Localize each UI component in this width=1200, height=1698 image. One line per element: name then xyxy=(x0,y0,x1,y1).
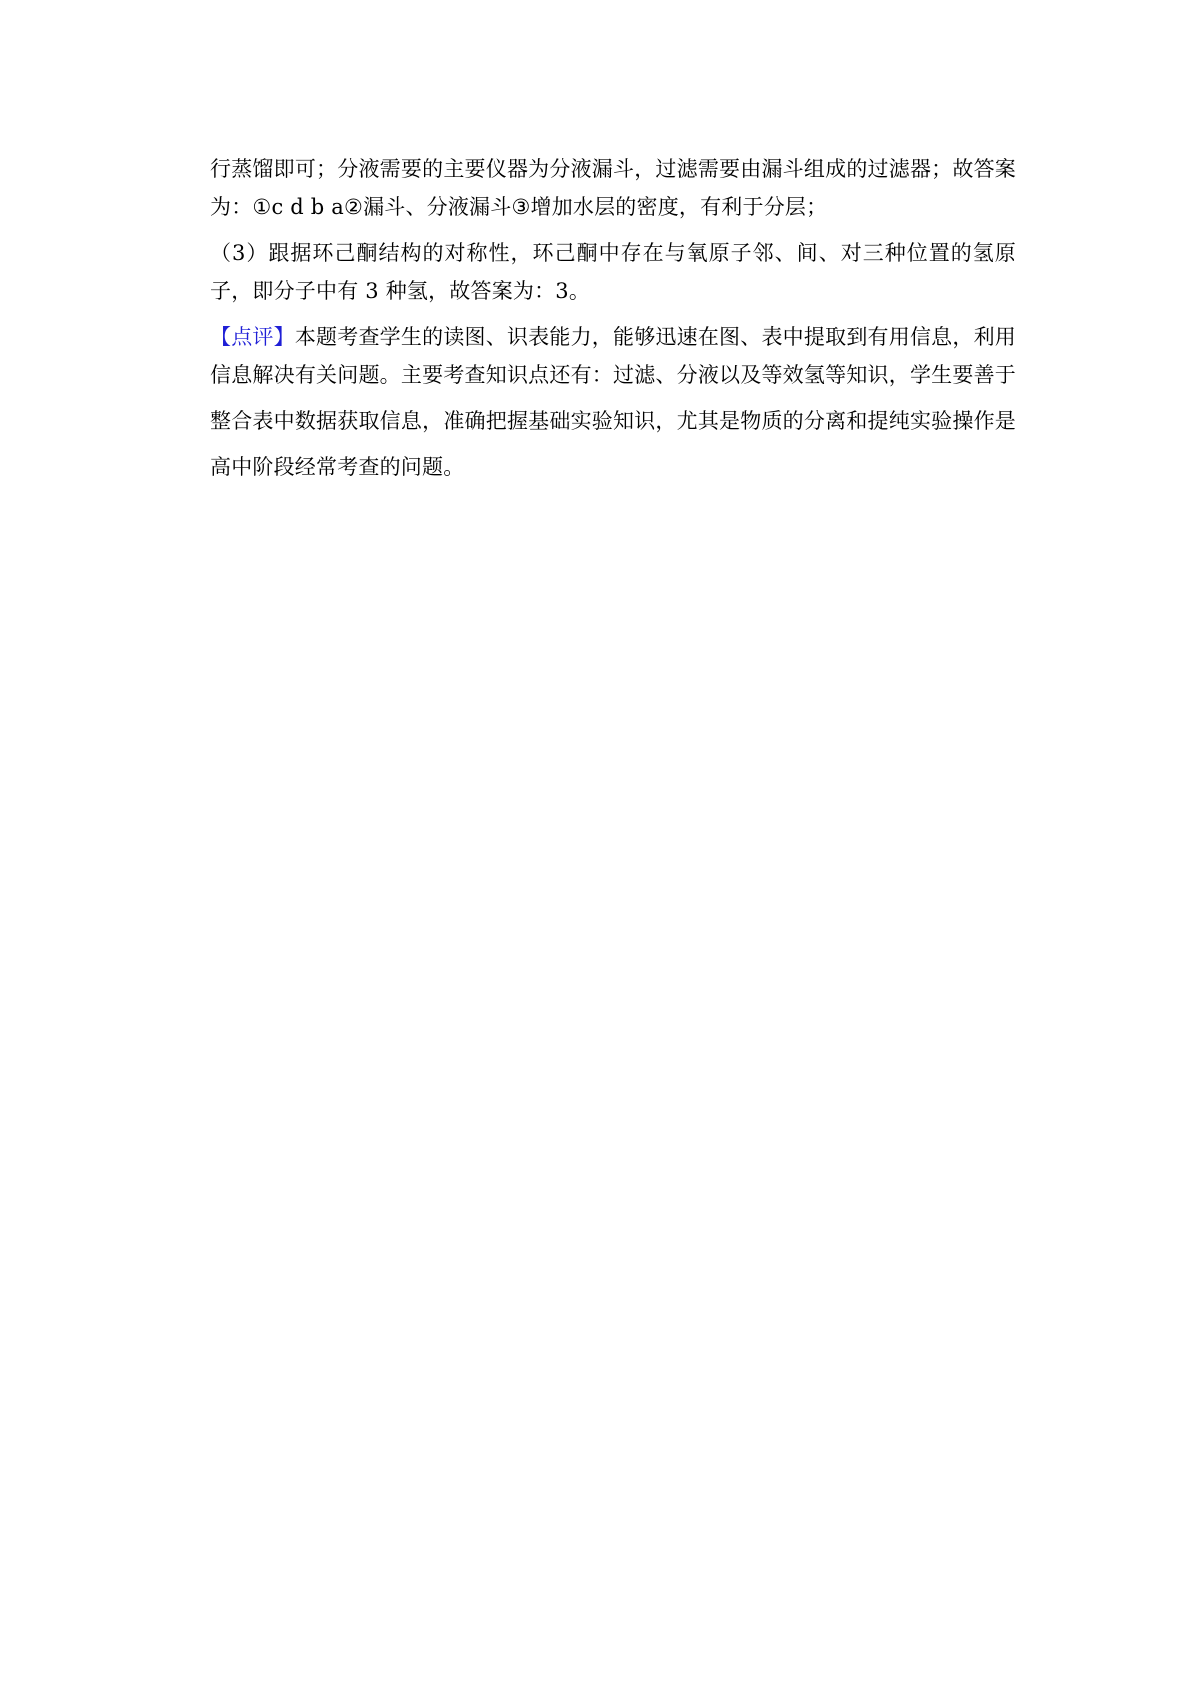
review-label: 【点评】 xyxy=(210,325,295,349)
answer3-line-2: 子，即分子中有 3 种氢，故答案为：3。 xyxy=(210,279,591,303)
answer2-instruments-text: 漏斗、分液漏斗 xyxy=(363,195,512,219)
review-line-1-text: 本题考查学生的读图、识表能力，能够迅速在图、表中提取到有用信息，利用 xyxy=(294,325,1016,349)
circled-one-marker: ① xyxy=(252,195,272,219)
answer2-reason-text: 增加水层的密度，有利于分层； xyxy=(530,195,828,219)
answer3-line-1: （3）跟据环己酮结构的对称性，环己酮中存在与氧原子邻、间、对三种位置的氢原 xyxy=(210,241,1016,265)
review-line-3: 整合表中数据获取信息，准确把握基础实验知识，尤其是物质的分离和提纯实验操作是 xyxy=(210,409,1016,433)
review-line-2: 信息解决有关问题。主要考查知识点还有：过滤、分液以及等效氢等知识，学生要善于 xyxy=(210,363,1016,387)
review-line-4: 高中阶段经常考查的问题。 xyxy=(210,455,465,479)
circled-two-marker: ② xyxy=(344,195,364,219)
circled-three-marker: ③ xyxy=(511,195,531,219)
review-line-1 xyxy=(210,318,1016,356)
document-body xyxy=(210,150,1016,486)
answer2-line-1: 行蒸馏即可；分液需要的主要仪器为分液漏斗，过滤需要由漏斗组成的过滤器；故答案 xyxy=(210,157,1016,181)
answer2-order-text: c d b a xyxy=(271,195,345,219)
answer2-line-2-prefix: 为： xyxy=(210,195,253,219)
answer2-line-2 xyxy=(210,188,1016,226)
